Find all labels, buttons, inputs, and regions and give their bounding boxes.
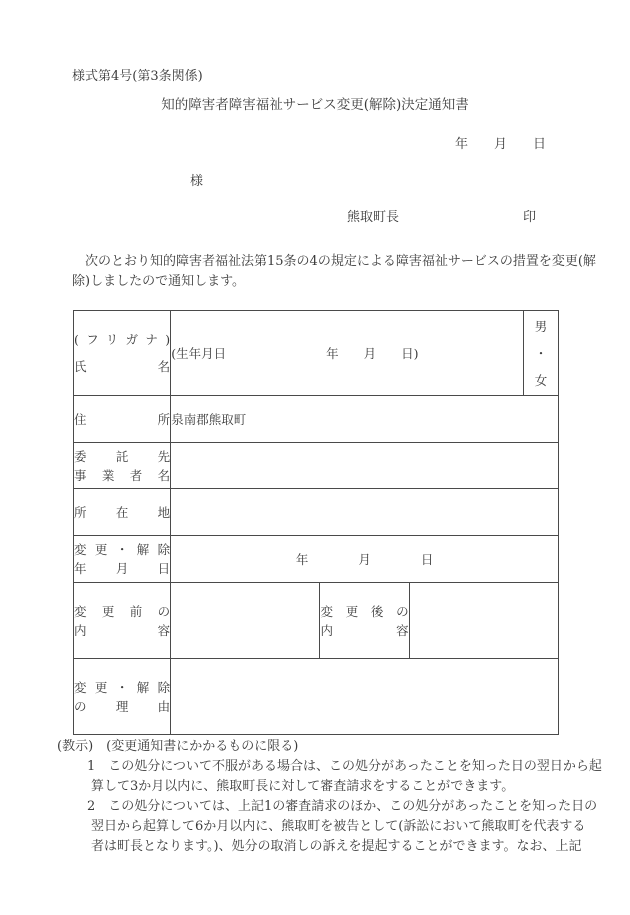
table-row xyxy=(74,536,559,583)
contractor-field-cell xyxy=(171,443,559,489)
note-line: 算して3か月以内に、熊取町長に対して審査請求をすることができます。 xyxy=(91,779,515,794)
content-before-label-line: 変更前の xyxy=(74,603,171,619)
note-line: 2 この処分については、上記1の審査請求のほか、この処分があったことを知った日の xyxy=(87,799,598,814)
content-before-field-cell xyxy=(171,583,320,659)
note-line: 1 この処分について不服がある場合は、この処分があったことを知った日の翌日から起 xyxy=(87,759,602,774)
change-date-field-cell xyxy=(171,536,559,583)
note-line: 翌日から起算して6か月以内に、熊取町を被告として(訴訟において熊取町を代表する xyxy=(91,819,586,834)
change-date-label-line: 年月日 xyxy=(74,561,171,576)
location-field-cell xyxy=(171,489,559,536)
notification-body xyxy=(72,252,596,292)
sex-option-separator: ・ xyxy=(534,345,548,361)
reason-label-cell xyxy=(74,659,171,735)
location-label: 所在地 xyxy=(74,504,171,520)
notification-table xyxy=(73,310,559,735)
reason-label-line: 変更・解除 xyxy=(74,679,171,695)
notification-body-line: 除)しましたので通知します。 xyxy=(72,274,246,289)
notification-body-line: 次のとおり知的障害者福祉法第15条の4の規定による障害福祉サービスの措置を変更(解 xyxy=(72,254,596,269)
table-row xyxy=(74,659,559,735)
content-after-label-line: 内容 xyxy=(320,622,409,638)
change-date-value: 年 月 日 xyxy=(295,552,434,567)
table-row xyxy=(74,489,559,536)
name-label: 氏名 xyxy=(74,359,171,374)
sex-field-cell xyxy=(523,311,558,396)
name-field-cell xyxy=(171,311,524,396)
note-line: 者は町長となります。)、処分の取消しの訴えを提起することができます。なお、上記 xyxy=(91,839,582,854)
contractor-label-line: 委託先 xyxy=(74,448,171,464)
address-label-cell xyxy=(74,396,171,443)
name-label-cell xyxy=(74,311,171,396)
address-value: 泉南郡熊取町 xyxy=(171,412,247,427)
furigana-label: (フリガナ) xyxy=(74,332,171,347)
content-before-label-cell xyxy=(74,583,171,659)
content-after-label-line: 変更後の xyxy=(320,603,409,619)
table-row xyxy=(74,583,559,659)
seal-mark: 印 xyxy=(523,210,537,225)
addressee-honorific: 様 xyxy=(190,174,204,189)
issue-date-line: 年 月 日 xyxy=(454,137,546,152)
appeal-notes xyxy=(57,737,602,857)
contractor-label-line: 事業者名 xyxy=(74,467,171,483)
reason-label-line: の理由 xyxy=(74,698,171,714)
address-field-cell xyxy=(171,396,559,443)
content-after-label-cell xyxy=(320,583,409,659)
birth-date-line: (生年月日 年 月 日) xyxy=(171,346,419,361)
table-row xyxy=(74,311,559,396)
reason-field-cell xyxy=(171,659,559,735)
sex-option-male: 男 xyxy=(534,318,548,334)
document-title: 知的障害者障害福祉サービス変更(解除)決定通知書 xyxy=(161,97,469,113)
contractor-label-cell xyxy=(74,443,171,489)
issuer-name: 熊取町長 xyxy=(347,210,400,225)
address-label: 住所 xyxy=(74,411,171,427)
sex-option-female: 女 xyxy=(534,372,548,388)
content-after-field-cell xyxy=(409,583,558,659)
form-number: 様式第4号(第3条関係) xyxy=(72,69,203,84)
note-line: (教示) (変更通知書にかかるものに限る) xyxy=(57,739,299,754)
table-row xyxy=(74,443,559,489)
content-before-label-line: 内容 xyxy=(74,622,171,638)
change-date-label-cell xyxy=(74,536,171,583)
location-label-cell xyxy=(74,489,171,536)
change-date-label-line: 変更・解除 xyxy=(74,542,171,557)
table-row xyxy=(74,396,559,443)
